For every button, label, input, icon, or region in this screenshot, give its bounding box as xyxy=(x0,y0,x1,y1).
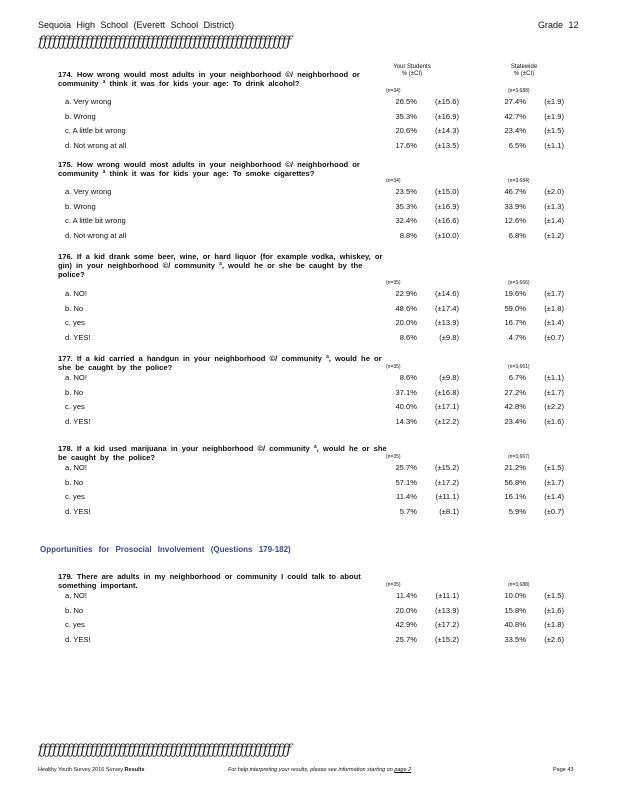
your-ci: (±9.8) xyxy=(439,332,459,342)
your-percent: 5.7% xyxy=(399,506,417,516)
question-text: 174. How wrong would most adults in your neighborhood ©/ neighborhood or community ª think it was for kids your age: To drink alcohol? xyxy=(58,70,360,88)
answer-option: b. No xyxy=(65,303,84,313)
footer-survey-title xyxy=(38,767,144,773)
statewide-percent: 6.5% xyxy=(508,140,526,150)
statewide-percent: 23.4% xyxy=(504,126,526,136)
statewide-ci: (±2.2) xyxy=(544,402,564,412)
question-text: 175. How wrong would most adults in your neighborhood ©/ neighborhood or community ª think it was for kids your age: To smoke cigarettes? xyxy=(58,160,360,178)
answer-option: b. No xyxy=(65,387,84,397)
your-percent: 20.6% xyxy=(395,126,417,136)
answer-option: b. No xyxy=(65,605,84,615)
footer-survey-name: Healthy Youth Survey 2016 Survey xyxy=(38,767,124,773)
statewide-percent: 27.4% xyxy=(504,97,526,106)
statewide-column-header xyxy=(496,64,552,78)
question-text: 177. If a kid carried a handgun in your neighborhood ©/ community ª, would he or she be caught by the police? xyxy=(58,354,382,372)
answer-option: c. A little bit wrong xyxy=(65,216,126,226)
statewide-ci: (±1.9) xyxy=(544,97,564,106)
statewide-percent: 19.6% xyxy=(504,289,526,298)
statewide-percent: 4.7% xyxy=(508,332,526,342)
statewide-ci: (±1.6) xyxy=(544,605,564,615)
answer-option: b. No xyxy=(65,477,84,487)
answer-option: d. YES! xyxy=(65,416,91,426)
your-percent: 25.7% xyxy=(395,634,417,644)
your-percent: 32.4% xyxy=(395,216,417,226)
your-sample-size: (n=35) xyxy=(386,582,401,588)
your-students-column-header xyxy=(384,64,440,78)
statewide-percent: 6.7% xyxy=(508,373,526,382)
school-header: Sequoia High School (Everett School District) xyxy=(38,20,235,30)
your-ci: (±15.2) xyxy=(434,463,459,472)
question-text: 178. If a kid used marijuana in your neighborhood ©/ community ª, would he or she be caught by the police? xyxy=(58,444,387,462)
your-ci: (±16.9) xyxy=(434,111,459,121)
footer-help: For help interpreting your results, please see information starting on xyxy=(228,767,393,773)
statewide-percent: 56.8% xyxy=(504,477,526,487)
your-percent: 8.8% xyxy=(399,230,417,240)
your-ci: (±15.2) xyxy=(434,634,459,644)
statewide-ci: (±0.7) xyxy=(544,506,564,516)
statewide-percent: 12.6% xyxy=(504,216,526,226)
statewide-percent: 42.8% xyxy=(504,402,526,412)
your-ci: (±13.5) xyxy=(434,140,459,150)
footer-results: Results xyxy=(124,767,145,773)
your-percent: 23.5% xyxy=(395,187,417,196)
statewide-percent: 33.9% xyxy=(504,201,526,211)
statewide-ci: (±1.1) xyxy=(544,373,564,382)
answer-option: c. yes xyxy=(65,318,85,328)
statewide-ci: (±1.7) xyxy=(544,477,564,487)
your-ci: (±16.6) xyxy=(434,216,459,226)
your-ci: (±15.0) xyxy=(434,187,459,196)
statewide-ci: (±1.4) xyxy=(544,318,564,328)
statewide-ci: (±1.9) xyxy=(544,111,564,121)
statewide-sample-size: (n=3,688) xyxy=(508,88,530,94)
grade-label: Grade 12 xyxy=(538,20,579,30)
statewide-sample-size: (n=3,684) xyxy=(508,178,530,184)
your-ci: (±16.9) xyxy=(434,201,459,211)
statewide-percent: 40.8% xyxy=(504,620,526,630)
your-sample-size: (n=34) xyxy=(386,88,401,94)
statewide-ci: (±1.5) xyxy=(544,126,564,136)
your-percent: 42.9% xyxy=(395,620,417,630)
statewide-percent: 15.8% xyxy=(504,605,526,615)
answer-option: a. NO! xyxy=(65,289,87,298)
answer-option: a. NO! xyxy=(65,373,87,382)
your-ci: (±17.2) xyxy=(434,620,459,630)
your-ci: (±9.8) xyxy=(439,373,459,382)
your-ci: (±16.8) xyxy=(434,387,459,397)
statewide-percent: 21.2% xyxy=(504,463,526,472)
your-percent: 20.0% xyxy=(395,318,417,328)
your-ci: (±13.9) xyxy=(434,605,459,615)
your-ci: (±11.1) xyxy=(435,591,459,600)
your-percent: 11.4% xyxy=(396,492,417,502)
statewide-sample-size: (n=3,667) xyxy=(508,454,530,460)
footer-page-link[interactable]: page 2 xyxy=(394,767,412,773)
your-ci: (±8.1) xyxy=(439,506,459,516)
answer-option: c. yes xyxy=(65,402,85,412)
statewide-sample-size: (n=3,666) xyxy=(508,280,530,286)
answer-option: c. A little bit wrong xyxy=(65,126,126,136)
statewide-ci: (±1.7) xyxy=(544,387,564,397)
statewide-percent: 46.7% xyxy=(504,187,526,196)
statewide-sub: % (±CI) xyxy=(513,71,535,77)
your-percent: 8.6% xyxy=(399,332,417,342)
statewide-ci: (±1.5) xyxy=(544,591,564,600)
your-percent: 35.3% xyxy=(395,201,417,211)
answer-option: a. NO! xyxy=(65,463,87,472)
your-ci: (±17.2) xyxy=(434,477,459,487)
your-percent: 17.6% xyxy=(395,140,417,150)
statewide-ci: (±2.0) xyxy=(544,187,564,196)
statewide-percent: 5.9% xyxy=(508,506,526,516)
answer-option: d. YES! xyxy=(65,332,91,342)
your-percent: 20.0% xyxy=(395,605,417,615)
bottom-divider: ƒƒƒƒƒƒƒƒƒƒƒƒƒƒƒƒƒƒƒƒƒƒƒƒƒƒƒƒƒƒƒƒƒƒƒƒƒƒƒƒƒƒƒƒƒƒƒƒƒƒƒƒƒƒ xyxy=(38,742,291,758)
your-percent: 48.6% xyxy=(395,303,417,313)
footer-page-number: Page 43 xyxy=(553,767,574,773)
statewide-ci: (±1.4) xyxy=(544,492,564,502)
answer-option: d. Not wrong at all xyxy=(65,140,127,150)
answer-option: d. YES! xyxy=(65,506,91,516)
your-sample-size: (n=35) xyxy=(386,280,401,286)
statewide-ci: (±1.1) xyxy=(544,140,564,150)
your-percent: 26.5% xyxy=(395,97,417,106)
your-percent: 8.6% xyxy=(399,373,417,382)
your-percent: 11.4% xyxy=(396,591,417,600)
your-percent: 35.3% xyxy=(395,111,417,121)
statewide-percent: 16.1% xyxy=(504,492,526,502)
your-ci: (±12.2) xyxy=(434,416,459,426)
statewide-ci: (±2.6) xyxy=(544,634,564,644)
your-students-label: Your Students xyxy=(393,64,431,70)
answer-option: b. Wrong xyxy=(65,111,96,121)
answer-option: c. yes xyxy=(65,492,85,502)
your-percent: 25.7% xyxy=(395,463,417,472)
statewide-percent: 33.5% xyxy=(504,634,526,644)
question-text: 179. There are adults in my neighborhood or community I could talk to about something important. xyxy=(58,572,361,590)
your-ci: (±14.3) xyxy=(434,126,459,136)
your-ci: (±17.4) xyxy=(434,303,459,313)
your-percent: 22.9% xyxy=(395,289,417,298)
your-percent: 40.0% xyxy=(395,402,417,412)
answer-option: c. yes xyxy=(65,620,85,630)
your-percent: 14.3% xyxy=(395,416,417,426)
statewide-sample-size: (n=3,688) xyxy=(508,582,530,588)
statewide-ci: (±1.4) xyxy=(544,216,564,226)
statewide-ci: (±0.7) xyxy=(544,332,564,342)
statewide-label: Statewide xyxy=(510,64,538,70)
statewide-percent: 6.8% xyxy=(508,230,526,240)
statewide-ci: (±1.8) xyxy=(544,303,564,313)
statewide-percent: 59.0% xyxy=(504,303,526,313)
statewide-percent: 42.7% xyxy=(504,111,526,121)
statewide-percent: 23.4% xyxy=(504,416,526,426)
your-sample-size: (n=34) xyxy=(386,178,401,184)
your-ci: (±13.9) xyxy=(434,318,459,328)
your-ci: (±10.0) xyxy=(434,230,459,240)
your-students-sub: % (±CI) xyxy=(401,71,423,77)
top-divider: ƒƒƒƒƒƒƒƒƒƒƒƒƒƒƒƒƒƒƒƒƒƒƒƒƒƒƒƒƒƒƒƒƒƒƒƒƒƒƒƒƒƒƒƒƒƒƒƒƒƒƒƒƒƒ xyxy=(38,34,291,50)
statewide-percent: 10.0% xyxy=(504,591,526,600)
statewide-ci: (±1.5) xyxy=(544,463,564,472)
statewide-sample-size: (n=3,661) xyxy=(508,364,530,370)
answer-option: d. Not wrong at all xyxy=(65,230,127,240)
statewide-ci: (±1.3) xyxy=(544,201,564,211)
answer-option: a. Very wrong xyxy=(65,97,112,106)
your-ci: (±14.6) xyxy=(434,289,459,298)
statewide-ci: (±1.8) xyxy=(544,620,564,630)
your-sample-size: (n=35) xyxy=(386,364,401,370)
statewide-ci: (±1.2) xyxy=(544,230,564,240)
answer-option: a. NO! xyxy=(65,591,87,600)
answer-option: a. Very wrong xyxy=(65,187,112,196)
your-sample-size: (n=35) xyxy=(386,454,401,460)
your-ci: (±11.1) xyxy=(435,492,459,502)
statewide-ci: (±1.7) xyxy=(544,289,564,298)
answer-option: b. Wrong xyxy=(65,201,96,211)
question-text: 176. If a kid drank some beer, wine, or hard liquor (for example vodka, whiskey, or gin) in your neighborhood ©/ community ª, would he or she be caught by the police? xyxy=(58,252,383,279)
statewide-percent: 27.2% xyxy=(504,387,526,397)
section-title: Opportunities for Prosocial Involvement (Questions 179-182) xyxy=(40,545,291,554)
your-ci: (±15.6) xyxy=(434,97,459,106)
statewide-ci: (±1.6) xyxy=(544,416,564,426)
footer-help-text xyxy=(228,767,411,773)
answer-option: d. YES! xyxy=(65,634,91,644)
your-percent: 37.1% xyxy=(395,387,417,397)
statewide-percent: 16.7% xyxy=(504,318,526,328)
your-ci: (±17.1) xyxy=(434,402,459,412)
your-percent: 57.1% xyxy=(395,477,417,487)
